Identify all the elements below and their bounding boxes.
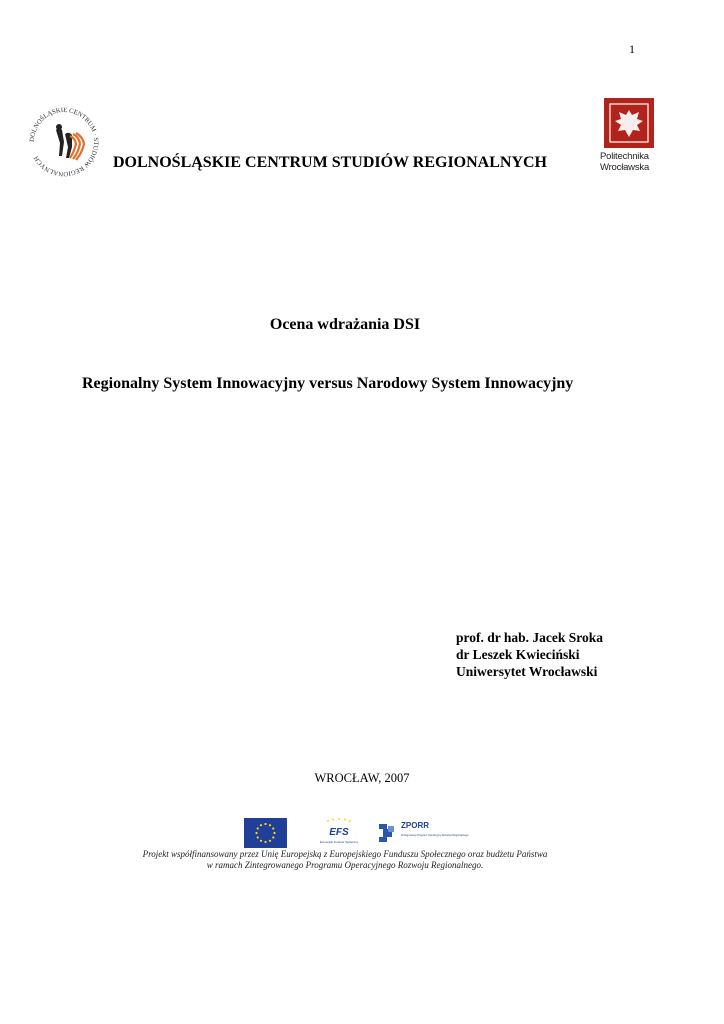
document-subtitle: Regionalny System Innowacyjny versus Narodowy System Innowacyjny <box>82 375 574 392</box>
efs-text: EFS <box>329 827 349 838</box>
dcsr-logo <box>26 104 102 180</box>
document-title-text: Ocena wdrażania DSI <box>269 316 421 333</box>
author-line: dr Leszek Kwieciński <box>456 647 580 662</box>
funding-note-line1: Projekt współfinansowany przez Unię Europejską z Europejskiego Funduszu Społecznego oraz budżetu Państwa <box>142 849 548 859</box>
funding-note <box>0 849 690 871</box>
page-number: 1 <box>629 42 635 56</box>
affiliation-line: Uniwersytet Wrocławski <box>456 664 598 679</box>
eagle-emblem-icon <box>604 98 654 148</box>
institution-title: DOLNOŚLĄSKIE CENTRUM STUDIÓW REGIONALNYCH <box>113 154 547 171</box>
document-title <box>0 316 690 334</box>
zporr-caption: Zintegrowany Program Operacyjny Rozwoju Regionalnego <box>401 834 469 837</box>
funding-note-line2: w ramach Zintegrowanego Programu Operacyjnego Rozwoju Regionalnego. <box>206 860 484 870</box>
efs-caption: Europejski Fundusz Społeczny <box>319 840 359 844</box>
authors-block <box>456 629 603 680</box>
politechnika-wroclawska-logo <box>600 98 664 178</box>
pwr-name-line1: Politechnika <box>600 151 649 162</box>
zporr-text: ZPORR <box>401 821 429 830</box>
author-line: prof. dr hab. Jacek Sroka <box>456 630 604 645</box>
dcsr-ring-text: DOLNOŚLĄSKIE CENTRUM · STUDIÓW REGIONALNYCH <box>28 106 100 178</box>
funding-logos <box>244 816 469 850</box>
figures-icon <box>56 124 84 160</box>
efs-logo <box>314 816 364 848</box>
pwr-name-line2: Wrocławska <box>600 162 650 173</box>
place-date: WROCŁAW, 2007 <box>314 771 410 785</box>
eu-flag-icon <box>244 818 287 848</box>
zporr-logo <box>377 818 469 848</box>
